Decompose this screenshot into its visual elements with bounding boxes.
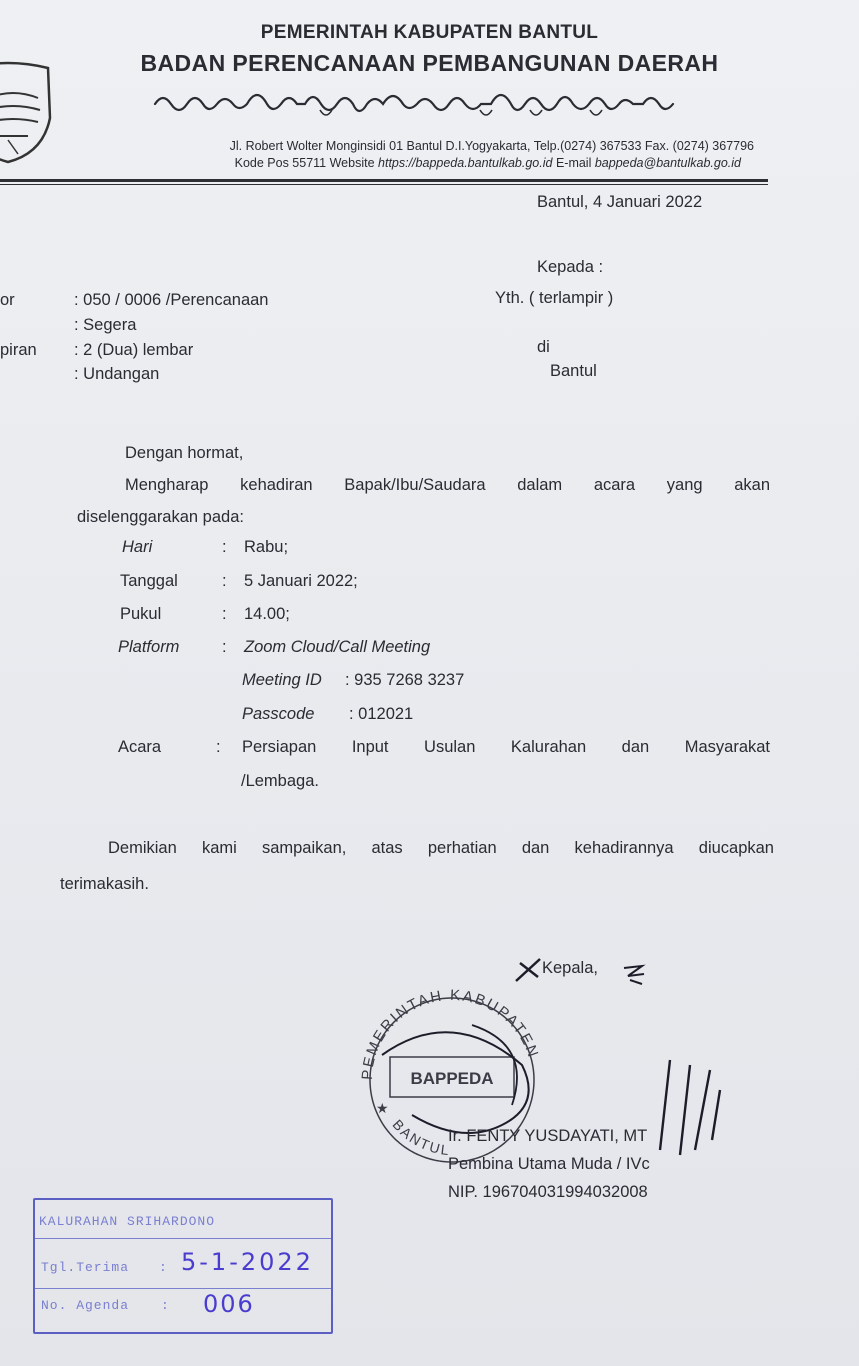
lampiran-label: piran bbox=[0, 341, 37, 359]
website-link[interactable]: https://bappeda.bantulkab.go.id bbox=[378, 156, 553, 170]
greeting: Dengan hormat, bbox=[125, 444, 244, 462]
passcode-value: : 012021 bbox=[349, 705, 414, 723]
letterhead-government: PEMERINTAH KABUPATEN BANTUL bbox=[260, 22, 599, 43]
acara-colon: : bbox=[216, 738, 221, 756]
lampiran-value: : 2 (Dua) lembar bbox=[74, 341, 194, 359]
receipt-stamp bbox=[33, 1198, 333, 1334]
letter-date: Bantul, 4 Januari 2022 bbox=[537, 193, 703, 211]
nomor-label: or bbox=[0, 291, 15, 309]
letterhead-divider-thin bbox=[0, 184, 768, 185]
signatory-rank: Pembina Utama Muda / IVc bbox=[448, 1155, 650, 1173]
stamp-terima-value: 5-1-2022 bbox=[181, 1248, 314, 1276]
pukul-label: Pukul bbox=[120, 605, 162, 623]
hal-value: : Undangan bbox=[74, 365, 160, 383]
tanggal-colon: : bbox=[222, 572, 227, 590]
hari-value: Rabu; bbox=[244, 538, 289, 556]
platform-value: Zoom Cloud/Call Meeting bbox=[244, 638, 431, 656]
letterhead-agency: BADAN PERENCANAAN PEMBANGUNAN DAERAH bbox=[140, 50, 719, 76]
hari-label: Hari bbox=[122, 538, 153, 556]
pukul-colon: : bbox=[222, 605, 227, 623]
hari-colon: : bbox=[222, 538, 227, 556]
body-paragraph-line1: Mengharap kehadiran Bapak/Ibu/Saudara dalam acara yang akan bbox=[125, 476, 770, 494]
stamp-agenda-colon: : bbox=[161, 1298, 170, 1313]
letterhead-divider-thick bbox=[0, 179, 768, 182]
passcode-label: Passcode bbox=[242, 705, 315, 723]
stamp-divider-1 bbox=[35, 1238, 331, 1239]
stamp-agenda-value: 006 bbox=[203, 1290, 255, 1318]
seal-arc-bottom: BANTUL bbox=[389, 1116, 452, 1159]
stamp-divider-2 bbox=[35, 1288, 331, 1289]
pukul-value: 14.00; bbox=[244, 605, 290, 623]
stamp-agenda-label: No. Agenda bbox=[41, 1298, 130, 1313]
signatory-nip: NIP. 196704031994032008 bbox=[448, 1183, 648, 1201]
signature-title: Kepala, bbox=[542, 959, 598, 977]
signature-scribble bbox=[650, 1050, 730, 1160]
platform-label: Platform bbox=[118, 638, 180, 656]
acara-value-line1: Persiapan Input Usulan Kalurahan dan Masyarakat bbox=[242, 738, 770, 756]
stamp-terima-colon: : bbox=[159, 1260, 168, 1275]
seal-arc-top: PEMERINTAH KABUPATEN bbox=[358, 986, 542, 1081]
closing-line1: Demikian kami sampaikan, atas perhatian dan kehadirannya diucapkan bbox=[108, 839, 774, 857]
stamp-header: KALURAHAN SRIHARDONO bbox=[39, 1214, 216, 1229]
body-paragraph-line2: diselenggarakan pada: bbox=[77, 508, 244, 526]
handwritten-mark bbox=[510, 955, 550, 985]
seal-center-text: BAPPEDA bbox=[410, 1069, 494, 1088]
email-label: E-mail bbox=[552, 156, 595, 170]
signatory-name: Ir. FENTY YUSDAYATI, MT bbox=[448, 1127, 648, 1145]
email-link[interactable]: bappeda@bantulkab.go.id bbox=[594, 156, 741, 170]
meeting-id-label: Meeting ID bbox=[242, 671, 322, 689]
acara-value-line2: /Lembaga. bbox=[241, 772, 319, 790]
addressee-di: di bbox=[537, 338, 550, 356]
platform-colon: : bbox=[222, 638, 227, 656]
tanggal-label: Tanggal bbox=[120, 572, 178, 590]
tanggal-value: 5 Januari 2022; bbox=[244, 572, 358, 590]
addressee-recipient: Yth. ( terlampir ) bbox=[495, 289, 614, 307]
letterhead-contact bbox=[0, 156, 859, 170]
seal-star-icon: ★ bbox=[376, 1100, 389, 1116]
closing-line2: terimakasih. bbox=[60, 875, 149, 893]
svg-text:BANTUL bbox=[390, 1116, 452, 1158]
stamp-terima-label: Tgl.Terima bbox=[41, 1260, 130, 1275]
addressee-label: Kepada : bbox=[537, 258, 604, 276]
sifat-value: : Segera bbox=[74, 316, 137, 334]
addressee-place: Bantul bbox=[550, 362, 597, 380]
acara-label: Acara bbox=[118, 738, 162, 756]
letterhead-address: Jl. Robert Wolter Monginsidi 01 Bantul D.I.Yogyakarta, Telp.(0274) 367533 Fax. (0274) 367796 bbox=[229, 139, 754, 153]
nomor-value: : 050 / 0006 /Perencanaan bbox=[74, 291, 269, 309]
meeting-id-value: : 935 7268 3237 bbox=[345, 671, 465, 689]
paraf-initial bbox=[620, 962, 650, 988]
javanese-script-line bbox=[150, 80, 710, 124]
postal-code-text: Kode Pos 55711 Website bbox=[234, 156, 379, 170]
